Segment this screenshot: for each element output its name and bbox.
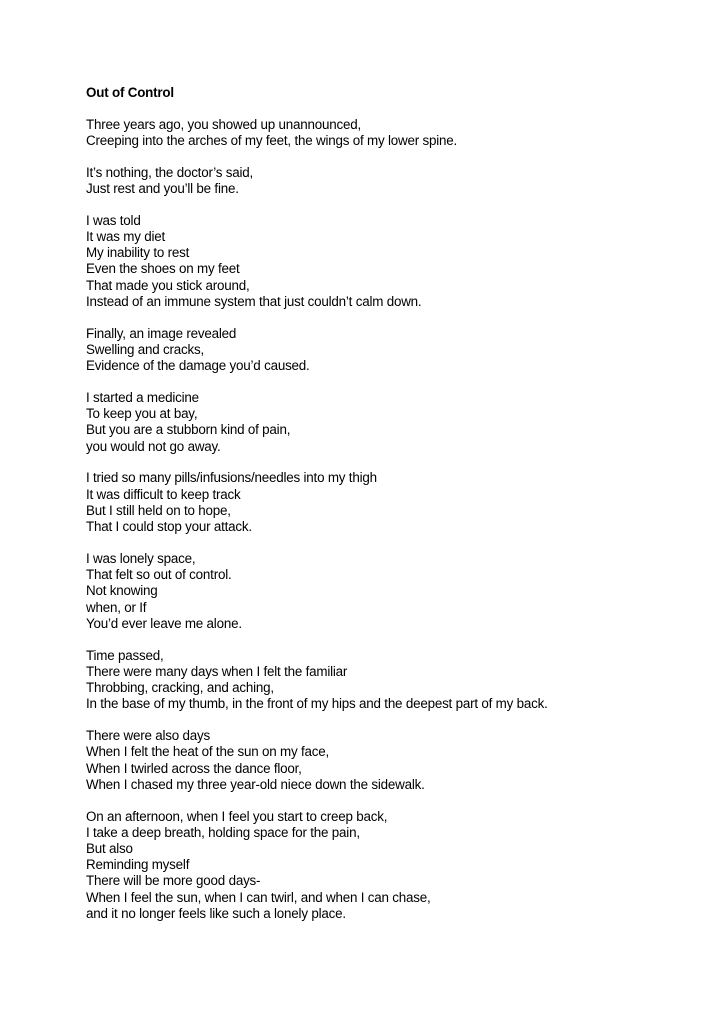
stanza [86, 165, 686, 197]
poem-line: But I still held on to hope, [86, 502, 231, 518]
poem-line: I take a deep breath, holding space for the pain, [86, 824, 360, 840]
poem-line: Throbbing, cracking, and aching, [86, 680, 274, 695]
stanza [86, 470, 686, 535]
poem-line: Time passed, [86, 647, 164, 663]
stanza [86, 117, 686, 149]
poem-line: when, or If [86, 599, 147, 615]
stanza [86, 390, 686, 455]
poem-line: Reminding myself [86, 857, 190, 873]
poem-line: Creeping into the arches of my feet, the wings of my lower spine. [86, 132, 458, 148]
poem-line: When I feel the sun, when I can twirl, and when I can chase, [86, 889, 431, 905]
stanza [86, 809, 686, 922]
poem-line: To keep you at bay, [86, 406, 198, 422]
poem-line: On an afternoon, when I feel you start to creep back, [86, 808, 388, 824]
poem-line: You’d ever leave me alone. [86, 615, 242, 631]
poem-line: But you are a stubborn kind of pain, [86, 422, 291, 438]
stanza [86, 551, 686, 632]
poem-line: I tried so many pills/infusions/needles into my thigh [86, 470, 377, 486]
poem-line: It’s nothing, the doctor’s said, [86, 164, 254, 180]
poem-line: That felt so out of control. [86, 567, 232, 583]
poem-line: That made you stick around, [86, 277, 250, 293]
poem-line: In the base of my thumb, in the front of my hips and the deepest part of my back. [86, 696, 548, 712]
poem-line: It was difficult to keep track [86, 486, 241, 502]
poem-line: Swelling and cracks, [86, 341, 205, 357]
stanza [86, 326, 686, 375]
poem-line: There were many days when I felt the familiar [86, 663, 348, 679]
poem-line: you would not go away. [86, 438, 221, 454]
poem-line: Just rest and you’ll be fine. [86, 180, 239, 196]
poem-line: When I chased my three year-old niece down the sidewalk. [86, 776, 425, 792]
poem-line: Finally, an image revealed [86, 325, 237, 341]
poem-line: When I felt the heat of the sun on my face, [86, 744, 329, 760]
poem-page [86, 85, 686, 938]
poem-line: My inability to rest [86, 245, 190, 261]
poem-line: Not knowing [86, 583, 158, 599]
poem-line: I was lonely space, [86, 550, 196, 566]
poem-line: That I could stop your attack. [86, 519, 252, 534]
poem-line: I started a medicine [86, 389, 199, 405]
stanza [86, 213, 686, 310]
poem-line: It was my diet [86, 228, 166, 244]
poem-line: and it no longer feels like such a lonely place. [86, 905, 346, 921]
poem-line: Even the shoes on my feet [86, 261, 240, 277]
poem-line: There were also days [86, 728, 211, 744]
poem-line: I was told [86, 212, 141, 228]
poem-line: But also [86, 841, 133, 856]
poem-line: When I twirled across the dance floor, [86, 760, 302, 776]
stanza [86, 648, 686, 713]
poem-line: Three years ago, you showed up unannounced, [86, 116, 362, 132]
poem-title: Out of Control [86, 85, 174, 100]
stanza [86, 728, 686, 793]
poem-line: There will be more good days- [86, 873, 261, 889]
poem-line: Instead of an immune system that just couldn’t calm down. [86, 293, 422, 309]
poem-line: Evidence of the damage you’d caused. [86, 358, 310, 373]
